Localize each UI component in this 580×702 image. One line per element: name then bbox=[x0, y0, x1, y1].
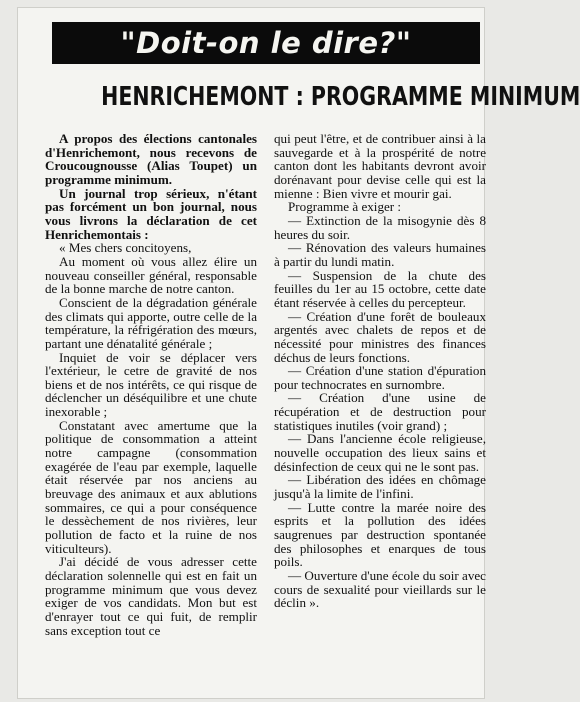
intro-paragraph: A propos des élections cantonales d'Henrichemont, nous recevons de Croucougnousse (Alias Toupet) un programme minimum. bbox=[45, 131, 257, 187]
newspaper-clipping bbox=[18, 8, 580, 698]
left-column bbox=[45, 132, 257, 637]
program-item: — Ouverture d'une école du soir avec cours de sexualité pour vieillards sur le déclin ». bbox=[274, 568, 486, 611]
program-item: — Création d'une station d'épuration pour technocrates en surnombre. bbox=[274, 363, 486, 392]
program-item: — Création d'une forêt de bouleaux argentés avec chalets de repos et de nécessité pour ministres des finances déchus de leurs fonctions. bbox=[274, 308, 486, 365]
program-item: — Extinction de la misogynie dès 8 heures du soir. bbox=[274, 212, 486, 242]
article-paragraph: « Mes chers concitoyens, bbox=[59, 240, 192, 256]
program-item: — Dans l'ancienne école religieuse, nouvelle occupation des lieux sains et désinfection de ceux qui ne le sont pas. bbox=[274, 431, 486, 474]
article-paragraph: Constatant avec amertume que la politique de consommation a atteint notre campagne (consommation exagérée de l'eau par exemple, laquelle était réservée par nos anciens au breuvage des animaux et aux ablutions sommaires, ce qui a pour conséquence le dessèchement de nos rivières, leur pollution de facto et la ruine de nos viticulteurs). bbox=[45, 417, 257, 556]
program-heading: Programme à exiger : bbox=[288, 199, 402, 215]
intro-paragraph: Un journal trop sérieux, n'étant pas forcément un bon journal, nous vous livrons la déclaration de cet Henrichemontais : bbox=[45, 185, 257, 242]
right-column bbox=[274, 132, 486, 610]
article-paragraph: Inquiet de voir se déplacer vers l'extérieur, le cetre de gravité de nos biens et de nos intérêts, ce qui risque de déclencher un déséquilibre et une chute inexorable ; bbox=[45, 349, 257, 420]
article-paragraph: J'ai décidé de vous adresser cette déclaration solennelle qui est en fait un programme minimum que vous devez exiger de vos candidats. Mon but est d'enrayer tout ce qui fuit, de remplir sans exception tout ce bbox=[45, 554, 257, 638]
program-item: — Lutte contre la marée noire des esprits et la pollution des idées saugrenues par destruction spontanée des philosophes et enarques de tous poils. bbox=[274, 499, 486, 570]
article-paragraph: Conscient de la dégradation générale des climats qui apporte, outre celle de la température, la réfrigération des mœurs, partant une dénatalité générale ; bbox=[45, 294, 257, 351]
column-banner bbox=[52, 22, 480, 64]
program-item: — Rénovation des valeurs humaines à partir du lundi matin. bbox=[274, 240, 486, 269]
banner-title: "Doit-on le dire?" bbox=[120, 26, 412, 60]
article-headline: HENRICHEMONT : PROGRAMME MINIMUM bbox=[101, 82, 580, 112]
program-item: — Libération des idées en chômage jusqu'à la limite de l'infini. bbox=[274, 472, 486, 502]
program-item: — Suspension de la chute des feuilles du 1er au 15 octobre, cette date étant réservée à celles du percepteur. bbox=[274, 267, 486, 310]
article-paragraph: qui peut l'être, et de contribuer ainsi à la sauvegarde et à la prospérité de notre canton dont les habitants devront avoir dorénavant pour devise celle qui est la mienne : Bien vivre et mourir gai. bbox=[274, 131, 486, 201]
article-paragraph: Au moment où vous allez élire un nouveau conseiller général, responsable de la bonne marche de notre canton. bbox=[45, 253, 257, 297]
program-item: — Création d'une usine de récupération et de destruction pour statistiques inutiles (voir grand) ; bbox=[274, 390, 486, 433]
